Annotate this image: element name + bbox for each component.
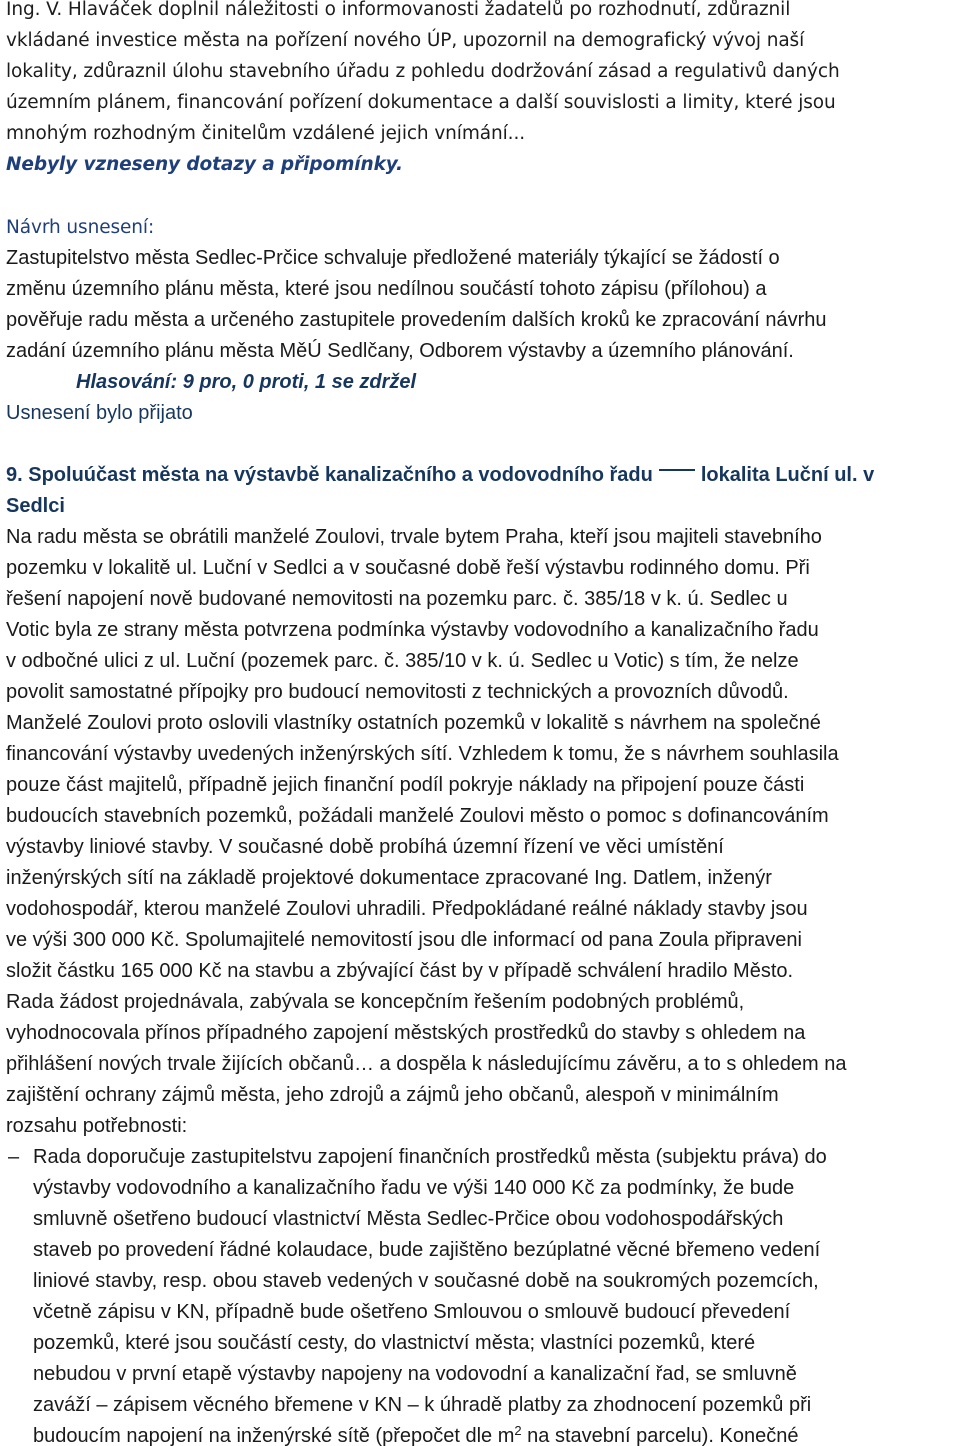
bullet-dash: –: [8, 1146, 20, 1168]
body-line: Rada žádost projednávala, zabývala se koncepčním řešením podobných problémů,: [6, 991, 745, 1013]
body-line: výstavby liniové stavby. V současné době probíhá územní řízení ve věci umístění: [6, 836, 724, 858]
proposal-line: pověřuje radu města a určeného zastupitele provedením dalších kroků ke zpracování návrhu: [6, 309, 827, 331]
bullet-line: staveb po provedení řádné kolaudace, bude zajištěno bezúplatné věcné břemeno vedení: [33, 1239, 821, 1261]
body-line: Manželé Zoulovi proto oslovili vlastníky ostatních pozemků v lokalitě s návrhem na společné: [6, 712, 821, 734]
body-line: v odbočné ulici z ul. Luční (pozemek parc. č. 385/10 v k. ú. Sedlec u Votic) s tím, že nelze: [6, 650, 799, 672]
bullet-line-part: na stavební parcelu). Konečné: [521, 1425, 799, 1446]
bullet-line-part: budoucím napojení na inženýrské sítě (přepočet dle m: [33, 1425, 515, 1446]
paragraph-line: lokality, zdůraznil úlohu stavebního úřadu z pohledu dodržování zásad a regulativů daných: [6, 61, 840, 82]
bullet-line: včetně zápisu v KN, případně bude ošetřeno Smlouvou o smlouvě budoucí převedení: [33, 1301, 791, 1323]
section-title-cont: Sedlci: [6, 495, 65, 517]
no-questions-note: Nebyly vzneseny dotazy a připomínky.: [6, 154, 403, 175]
proposal-line: zadání územního plánu města MěÚ Sedlčany, Odborem výstavby a územního plánování.: [6, 340, 794, 362]
section-title: [6, 460, 874, 491]
body-line: rozsahu potřebnosti:: [6, 1115, 188, 1137]
body-line: povolit samostatné přípojky pro budoucí nemovitosti z technických a provozních důvodů.: [6, 681, 789, 703]
body-line: Votic byla ze strany města potvrzena podmínka výstavby vodovodního a kanalizačního řadu: [6, 619, 819, 641]
body-line: pouze část majitelů, případně jejich finanční podíl pokryje náklady na připojení pouze části: [6, 774, 805, 796]
bullet-line: Rada doporučuje zastupitelstvu zapojení finančních prostředků města (subjektu práva) do: [33, 1146, 827, 1168]
bullet-line: liniové stavby, resp. obou staveb vedených v současné době na soukromých pozemcích,: [33, 1270, 819, 1292]
body-line: zajištění ochrany zájmů města, jeho zdrojů a zájmů jeho občanů, alespoň v minimálním: [6, 1084, 779, 1106]
bullet-line: pozemků, které jsou součástí cesty, do vlastnictví města; vlastníci pozemků, které: [33, 1332, 756, 1354]
body-line: složit částku 165 000 Kč na stavbu a zbývající část by v případě schválení hradilo Město.: [6, 960, 794, 982]
section-title-part: 9. Spoluúčast města na výstavbě kanalizačního a vodovodního řadu: [6, 464, 653, 486]
proposal-line: Zastupitelstvo města Sedlec-Prčice schvaluje předložené materiály týkající se žádostí o: [6, 247, 780, 269]
body-line: inženýrských sítí na základě projektové dokumentace zpracované Ing. Datlem, inženýr: [6, 867, 772, 889]
body-line: Na radu města se obrátili manželé Zoulovi, trvale bytem Praha, kteří jsou majiteli stavebního: [6, 526, 822, 548]
section-title-part: lokalita Luční ul. v: [700, 464, 875, 486]
bullet-line: smluvně ošetřeno budoucí vlastnictví Města Sedlec-Prčice obou vodohospodářských: [33, 1208, 784, 1230]
proposal-label: Návrh usnesení:: [6, 217, 155, 238]
body-line: pozemku v lokalitě ul. Luční v Sedlci a v současné době řeší výstavbu rodinného domu. Při: [6, 557, 810, 579]
body-line: vodohospodář, kterou manželé Zoulovi uhradili. Předpokládané reálné náklady stavby jsou: [6, 898, 808, 920]
vote-result: Hlasování: 9 pro, 0 proti, 1 se zdržel: [76, 371, 417, 393]
body-line: financování výstavby uvedených inženýrských sítí. Vzhledem k tomu, že s návrhem souhlasila: [6, 743, 839, 765]
paragraph-line: Ing. V. Hlaváček doplnil náležitosti o informovanosti žadatelů po rozhodnutí, zdůraznil: [6, 0, 791, 20]
superscript: 2: [514, 1423, 522, 1438]
bullet-line: zaváží – zápisem věcného břemene v KN – k úhradě platby za zhodnocení pozemků při: [33, 1394, 812, 1416]
proposal-line: změnu územního plánu města, které jsou nedílnou součástí tohoto zápisu (přílohou) a: [6, 278, 767, 300]
body-line: budoucích stavebních pozemků, požádali manželé Zoulovi město o pomoc s dofinancováním: [6, 805, 829, 827]
body-line: přihlášení nových trvale žijících občanů… a dospěla k následujícímu závěru, a to s ohledem na: [6, 1053, 847, 1075]
bullet-line-last: [33, 1421, 798, 1446]
section-title-dash: [659, 469, 695, 471]
bullet-line: výstavby vodovodního a kanalizačního řadu ve výši 140 000 Kč za podmínky, že bude: [33, 1177, 795, 1199]
body-line: vyhodnocovala přínos případného zapojení městských prostředků do stavby s ohledem na: [6, 1022, 806, 1044]
body-line: ve výši 300 000 Kč. Spolumajitelé nemovitostí jsou dle informací od pana Zoula připraveni: [6, 929, 802, 951]
paragraph-line: vkládané investice města na pořízení nového ÚP, upozornil na demografický vývoj naší: [6, 30, 805, 51]
paragraph-line: územním plánem, financování pořízení dokumentace a další souvislosti a limity, které jsou: [6, 92, 836, 113]
body-line: řešení napojení nově budované nemovitosti na pozemku parc. č. 385/18 v k. ú. Sedlec u: [6, 588, 788, 610]
bullet-line: nebudou v první etapě výstavby napojeny na vodovodní a kanalizační řad, se smluvně: [33, 1363, 797, 1385]
resolution-status: Usnesení bylo přijato: [6, 402, 193, 424]
paragraph-line: mnohým rozhodným činitelům vzdálené jejich vnímání...: [6, 123, 526, 144]
